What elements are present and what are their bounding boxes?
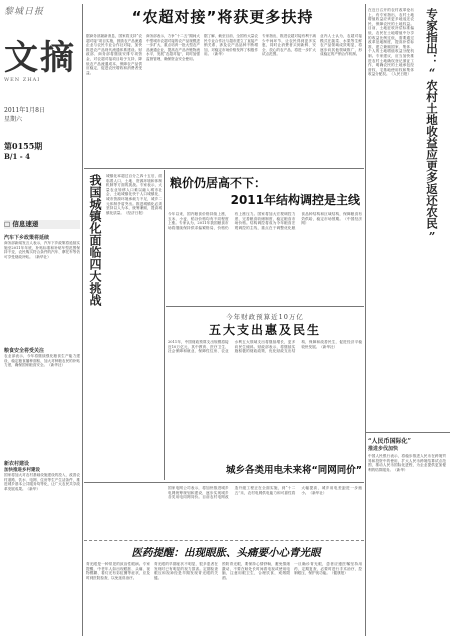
issue-weekday: 星期六 <box>4 116 23 123</box>
brief-text: 农业部表示，今年将继续强化粮食生产能力建设，稳定粮食播种面积，加大对种粮农民的补贴力度，确保国家粮食安全。（新华社） <box>4 354 80 368</box>
right-bottom-text: 中国人民银行表示，将稳步推进人民币在跨境贸易和投资中的使用，扩大人民币跨境结算试点范围，推动人民币国际化进程，为企业提供更加便利的结算服务。（新华） <box>368 454 446 472</box>
top-article-col5: 业内人士认为，农超对接模式在蔬菜、水果等生鲜农产品领域成效明显，将逐步向其他领域推广，形成稳定的产销合作机制。 <box>320 34 362 57</box>
issue-date: 2011年1月8日 <box>4 107 45 114</box>
logo-small: WEN ZHAI <box>4 77 41 83</box>
brief-subtitle: 加快推进乡村建设 <box>4 468 40 473</box>
top-article-col4: 专家指出，推进农超对接有利于减少中间环节，让农民得到更多实惠，同时让消费者买到新鲜、安全、放心的农产品，将进一步扩大试点范围。 <box>262 34 316 57</box>
mid-headline-2: 2011年结构调控是主线 <box>230 193 360 207</box>
feature-text: 城镇化率超过百分之四十五后，面临着人口、土地、资源环境和体制机制等方面的挑战。专家表示，大量农业转移人口难以融入城市社会，土地城镇化快于人口城镇化，城市资源环境承载力不足，城乡二元体制矛盾突出。推进城镇化必须坚持以人为本，统筹兼顾，提高城镇化质量。（经济日报） <box>106 174 162 215</box>
top-headline: “农超对接”将获更多扶持 <box>131 8 314 26</box>
top-article-col1: 据商务部最新消息，国家将支持“农超对接”项目实施，鼓励农产品流通企业与农民专业合作社对接，加快推进农产品现代流通体系建设。财政部、商务部将继续安排专项资金，对农超对接项目给予支持，降低农产品流通成本，保障农产品供应稳定，促进农民增收和消费者受益。 <box>86 34 142 75</box>
issue-number: 第0155期 <box>4 141 43 151</box>
bottom-col-1: 青光眼是一种常见的致盲性眼病。专家提醒，中老年人如出现眼胀、头痛、视物模糊、看灯光有彩虹圈等症状，应及时到医院检查，以免延误治疗。 <box>86 562 150 580</box>
paper-name: 黎城日报 <box>4 7 45 17</box>
city-headline: 城乡各类用电未来将“同网同价” <box>180 462 362 476</box>
right-bottom-title: “人民币国际化” <box>368 438 411 445</box>
bottom-col-3: 预防青光眼，要保持心情舒畅，避免情绪激动，不要在暗处长时间看电视或使用电脑，注意用眼卫生，合理饮食，戒烟限酒。 <box>222 562 290 580</box>
brief-title: 粮食安全将受关注 <box>4 348 45 354</box>
brief-text: 商务部新闻发言人表示，汽车下乡政策将延续实施至2011年年底，补贴标准和补贴车型范围保持不变，农民购买符合条件的汽车、摩托车等仍可享受财政补贴。（新华社） <box>4 241 80 259</box>
right-vertical-headline: 专家指出：“农村土地收益应更多返还农民” <box>425 8 439 243</box>
brief-text: 国家将加大对农村基础设施建设的投入，改善农村道路、饮水、电网、住房等生产生活条件，推进城乡基本公共服务均等化，让广大农民共享改革发展成果。（新华） <box>4 473 80 491</box>
logo: 文摘 <box>4 38 76 78</box>
section-title: □ 信息速递 <box>4 220 80 229</box>
brief-title: 新农村建设 <box>4 461 30 467</box>
budget-headline: 五大支出惠及民生 <box>208 323 321 337</box>
brief-title: 汽车下乡政策将延续 <box>4 235 50 241</box>
bottom-col-4: 一旦确诊青光眼，患者应遵医嘱坚持用药，定期复查，必要时进行手术治疗，控制眼压，保护视功能。（健康报） <box>294 562 362 576</box>
city-text: 国家电网公司表示，将加快推进城乡电网统筹规划和建设，逐步实现城乡各类用电同网同价。目前农村电网改造升级工程正在全面实施，到“十二五”末，农村电网供电能力和可靠性将大幅提高，城乡用电差距进一步缩小。（新华社） <box>168 486 362 500</box>
right-article-text: 在近日召开的农村改革论坛上，有专家指出，农村土地增值收益应该更多地返还农民，保障农民的土地权益。目前，土地征收补偿标准偏低，农民在土地增值中分享的收益比例过低，需要通过改革征地制度，提高补偿标准，建立兼顾国家、集体、个人的土地增值收益分配机制。专家建议，应当加快推进农村土地确权登记颁证工作，明确农民的土地承包经营权、宅基地使用权和集体收益分配权。（人民日报） <box>368 8 414 77</box>
bottom-col-2: 青光眼的早期症状不明显，很多患者在发现时已有明显的视力损害。定期检查眼压和视神经是早期发现青光眼的关键。 <box>154 562 218 580</box>
top-article-col3: 据了解，截至目前，全国有大量农民专业合作社与超市建立了直接产销关系，涉及农产品品种不断增加，对稳定市场价格发挥了积极作用。（新华） <box>204 34 258 57</box>
feature-vertical-headline: 我国城镇化面临四大挑战 <box>88 174 102 306</box>
top-article-col2: 商务部表示，力争“十二五”期间大中型城市农超对接的农产品规模进一步扩大，重点培育一批大型农产品流通企业，提高农产品冷链物流水平，发展“农超对接”，同时加强监督管理，确保资金安全使用。 <box>146 34 200 61</box>
mid-article-text: 今年以来，国内粮食价格持续上涨，玉米、小麦、稻谷价格均有不同程度上涨。专家认为，2011年我国粮食市场将继续保持供求偏紧格局，价格仍有上涨压力。国家将加大宏观调控力度，完善粮食收储制度，稳定粮食市场价格。结构调控将成为今年粮食宏观调控的主线，重点在于调整优化粮食品种结构和区域结构，保障粮食有效供给，稳定市场预期。（中国经济网） <box>168 212 362 230</box>
masthead <box>4 4 82 216</box>
budget-kicker: 今年财政预算近10万亿 <box>226 313 304 321</box>
bottom-headline: 医药提醒：出现眼胀、头痛要小心青光眼 <box>131 547 321 559</box>
mid-headline-1: 粮价仍居高不下： <box>170 176 267 190</box>
right-bottom-subtitle: 推进步伐加快 <box>368 446 399 452</box>
left-briefs <box>4 232 80 636</box>
budget-text: 2011年，中国财政预算支出规模将接近10万亿元，其中教育、医疗卫生、社会保障和就业、保障性住房、农业水利五大领域支出将继续增长，更多向民生倾斜。财政部表示，将继续实施积极的财政政策，优化财政支出结构，保障和改善民生，促进经济平稳较快发展。（新华社） <box>168 340 362 354</box>
issue-pages: B/1 - 4 <box>4 152 30 161</box>
